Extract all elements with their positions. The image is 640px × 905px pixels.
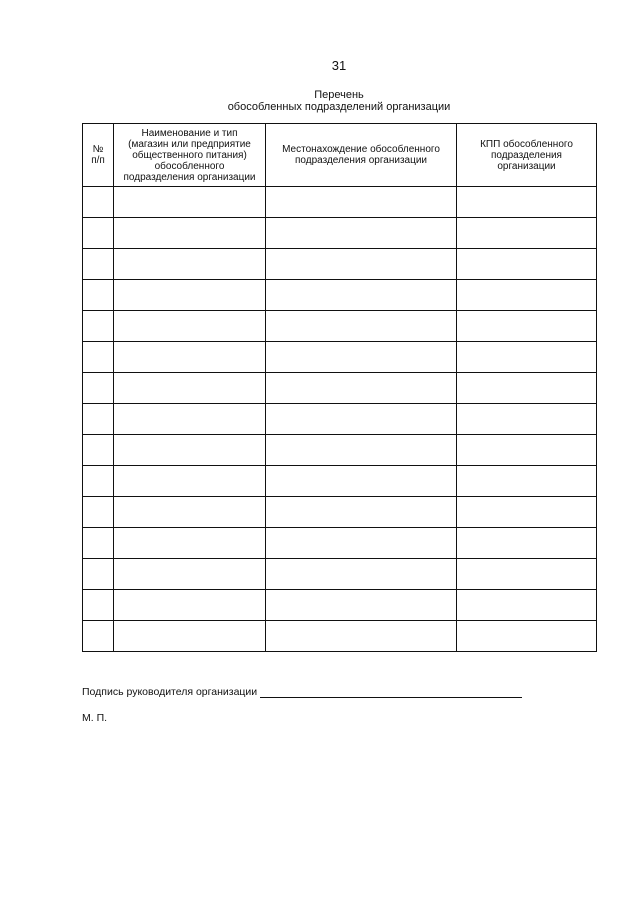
kpp-cell[interactable]: [457, 466, 597, 497]
kpp-cell[interactable]: [457, 373, 597, 404]
table-row: [83, 373, 597, 404]
number-cell[interactable]: [83, 187, 114, 218]
header-number-line-2: п/п: [91, 155, 105, 166]
kpp-cell[interactable]: [457, 280, 597, 311]
number-cell[interactable]: [83, 559, 114, 590]
table-row: [83, 435, 597, 466]
subdivisions-table: [82, 123, 597, 652]
signature-line[interactable]: [260, 687, 522, 698]
kpp-cell[interactable]: [457, 497, 597, 528]
location-cell[interactable]: [266, 404, 457, 435]
header-name-line-3: общественного питания): [132, 149, 247, 161]
number-cell[interactable]: [83, 373, 114, 404]
number-cell[interactable]: [83, 590, 114, 621]
header-kpp-line-1: КПП обособленного: [480, 138, 573, 150]
name-type-cell[interactable]: [114, 466, 266, 497]
table-row: [83, 249, 597, 280]
number-cell[interactable]: [83, 404, 114, 435]
kpp-cell[interactable]: [457, 590, 597, 621]
location-cell[interactable]: [266, 435, 457, 466]
kpp-cell[interactable]: [457, 404, 597, 435]
name-type-cell[interactable]: [114, 435, 266, 466]
location-cell[interactable]: [266, 621, 457, 652]
number-cell[interactable]: [83, 621, 114, 652]
table-row: [83, 497, 597, 528]
header-name-line-5: подразделения организации: [123, 171, 256, 183]
kpp-cell[interactable]: [457, 218, 597, 249]
location-cell[interactable]: [266, 280, 457, 311]
signature-label: Подпись руководителя организации: [82, 686, 258, 698]
location-cell[interactable]: [266, 311, 457, 342]
kpp-cell[interactable]: [457, 559, 597, 590]
location-cell[interactable]: [266, 218, 457, 249]
location-cell[interactable]: [266, 590, 457, 621]
name-type-cell[interactable]: [114, 373, 266, 404]
table-row: [83, 621, 597, 652]
kpp-cell[interactable]: [457, 528, 597, 559]
stamp-label: М. П.: [82, 712, 108, 724]
header-location-line-2: подразделения организации: [295, 155, 427, 166]
column-header-number: [83, 124, 114, 187]
header-name-line-4: обособленного: [154, 160, 225, 172]
header-location-line-1: Местонахождение обособленного: [282, 144, 440, 155]
table-row: [83, 218, 597, 249]
document-title: [0, 89, 640, 113]
kpp-cell[interactable]: [457, 249, 597, 280]
table-header-row: [83, 124, 597, 187]
number-cell[interactable]: [83, 218, 114, 249]
name-type-cell[interactable]: [114, 590, 266, 621]
number-cell[interactable]: [83, 280, 114, 311]
column-header-kpp: [457, 124, 597, 187]
table-row: [83, 559, 597, 590]
title-line-1: Перечень: [314, 89, 364, 101]
name-type-cell[interactable]: [114, 311, 266, 342]
name-type-cell[interactable]: [114, 497, 266, 528]
name-type-cell[interactable]: [114, 404, 266, 435]
number-cell[interactable]: [83, 342, 114, 373]
location-cell[interactable]: [266, 466, 457, 497]
number-cell[interactable]: [83, 466, 114, 497]
location-cell[interactable]: [266, 249, 457, 280]
location-cell[interactable]: [266, 342, 457, 373]
table-row: [83, 187, 597, 218]
header-kpp-line-2: подразделения: [491, 149, 562, 161]
name-type-cell[interactable]: [114, 187, 266, 218]
title-line-2: обособленных подразделений организации: [227, 101, 451, 113]
kpp-cell[interactable]: [457, 311, 597, 342]
name-type-cell[interactable]: [114, 249, 266, 280]
kpp-cell[interactable]: [457, 621, 597, 652]
location-cell[interactable]: [266, 528, 457, 559]
column-header-location: [266, 124, 457, 187]
header-number-line-1: №: [92, 144, 104, 155]
name-type-cell[interactable]: [114, 559, 266, 590]
table-row: [83, 404, 597, 435]
kpp-cell[interactable]: [457, 187, 597, 218]
name-type-cell[interactable]: [114, 528, 266, 559]
table-body: [83, 187, 597, 652]
table-row: [83, 342, 597, 373]
column-header-name-type: [114, 124, 266, 187]
table-row: [83, 466, 597, 497]
name-type-cell[interactable]: [114, 218, 266, 249]
page-number: 31: [331, 58, 347, 73]
number-cell[interactable]: [83, 528, 114, 559]
location-cell[interactable]: [266, 187, 457, 218]
location-cell[interactable]: [266, 559, 457, 590]
number-cell[interactable]: [83, 249, 114, 280]
name-type-cell[interactable]: [114, 280, 266, 311]
location-cell[interactable]: [266, 373, 457, 404]
number-cell[interactable]: [83, 435, 114, 466]
location-cell[interactable]: [266, 497, 457, 528]
table-row: [83, 590, 597, 621]
name-type-cell[interactable]: [114, 621, 266, 652]
header-name-line-1: Наименование и тип: [141, 127, 238, 139]
kpp-cell[interactable]: [457, 342, 597, 373]
table-row: [83, 280, 597, 311]
kpp-cell[interactable]: [457, 435, 597, 466]
table-row: [83, 528, 597, 559]
number-cell[interactable]: [83, 311, 114, 342]
number-cell[interactable]: [83, 497, 114, 528]
signature-block: [82, 686, 522, 698]
header-kpp-line-3: организации: [497, 160, 556, 172]
name-type-cell[interactable]: [114, 342, 266, 373]
header-name-line-2: (магазин или предприятие: [128, 138, 251, 150]
table-row: [83, 311, 597, 342]
